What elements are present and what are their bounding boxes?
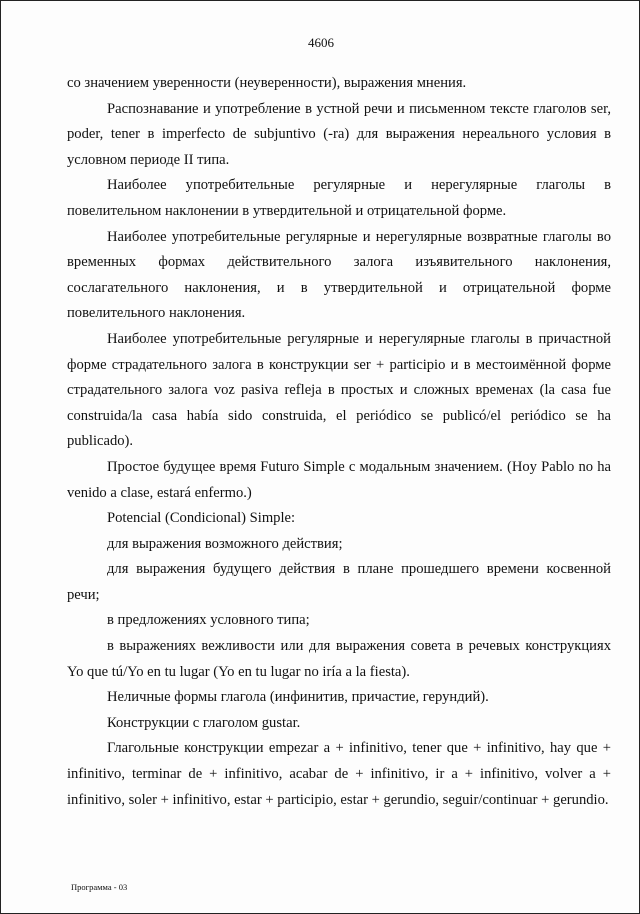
paragraph: Неличные формы глагола (инфинитив, причастие, герундий). [107, 689, 489, 706]
paragraph: Наиболее употребительные регулярные и нерегулярные глаголы в повелительном наклонении в утвердительной и отрицательной форме. [67, 177, 611, 219]
paragraph: Конструкции с глаголом gustar. [107, 714, 301, 731]
paragraph: для выражения возможного действия; [107, 535, 343, 552]
page-number: 4606 [308, 35, 334, 50]
document-body [67, 71, 611, 813]
footer-label: Программа - 03 [71, 882, 128, 892]
paragraph: Распознавание и употребление в устной речи и письменном тексте глаголов ser, poder, tener в imperfecto de subjuntivo (-ra) для выражения нереального условия в условном периоде II типа. [67, 100, 611, 168]
paragraph: Простое будущее время Futuro Simple с модальным значением. (Hoy Pablo no ha venido a clase, estará enfermo.) [67, 458, 611, 501]
paragraph: Наиболее употребительные регулярные и нерегулярные возвратные глаголы во временных формах действительного залога изъявительного наклонения, сослагательного наклонения, и в утвердительной и отрицательной форме повелительного наклонения. [67, 228, 611, 322]
paragraph: Potencial (Condicional) Simple: [107, 510, 296, 527]
paragraph: Наиболее употребительные регулярные и нерегулярные глаголы в причастной форме страдательного залога в конструкции ser + participio и в местоимённой форме страдательного залога voz pasiva refleja в простых и сложных временах (la casa fue construida/la casa había sido construida, el periódico se publicó/el periódico se ha publicado). [67, 330, 611, 450]
paragraph: Глагольные конструкции empezar a + infinitivo, tener que + infinitivo, hay que + infinitivo, terminar de + infinitivo, acabar de + infinitivo, ir a + infinitivo, volver a + infinitivo, soler + infinitivo, estar + participio, estar + gerundio, seguir/continuar + gerundio. [67, 740, 611, 808]
paragraph: для выражения будущего действия в плане прошедшего времени косвенной речи; [67, 561, 611, 603]
paragraph: со значением уверенности (неуверенности), выражения мнения. [67, 75, 467, 91]
paragraph: в предложениях условного типа; [107, 612, 310, 629]
paragraph: в выражениях вежливости или для выражения совета в речевых конструкциях Yo que tú/Yo en tu lugar (Yo en tu lugar no iría a la fiesta). [67, 638, 611, 680]
